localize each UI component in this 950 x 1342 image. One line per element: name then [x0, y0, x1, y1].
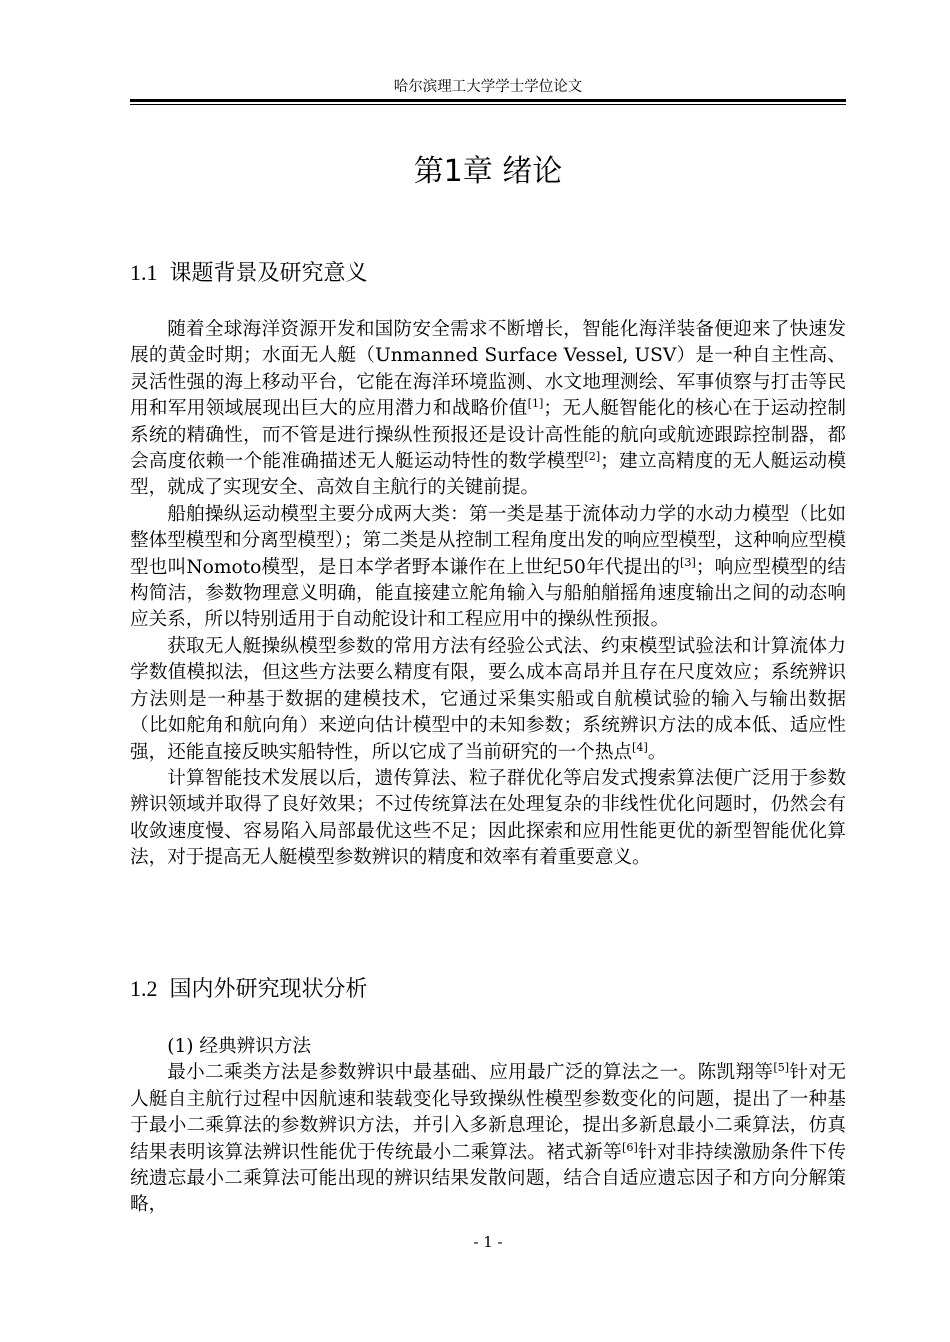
citation: [6]	[622, 1140, 638, 1154]
header-rule-thick	[130, 99, 846, 102]
paragraph: 最小二乘类方法是参数辨识中最基础、应用最广泛的算法之一。陈凯翔等[5]针对无人艇自主航行过程中因航速和装载变化导致操纵性模型参数变化的问题，提出了一种基于最小二乘算法的参数辨识方法，并引入多新息理论，提出多新息最小二乘算法，仿真结果表明该算法辨识性能优于传统最小二乘算法。褚式新等[6]针对非持续激励条件下传统遗忘最小二乘算法可能出现的辨识结果发散问题，结合自适应遗忘因子和方向分解策略，	[130, 1061, 846, 1216]
citation: [2]	[584, 449, 601, 463]
section-1-2-body	[130, 1034, 846, 1219]
running-header: 哈尔滨理工大学学士学位论文	[393, 79, 583, 95]
section-heading-1-2	[130, 974, 846, 1005]
section-heading-1-1	[130, 258, 846, 289]
paragraph: 计算智能技术发展以后，遗传算法、粒子群优化等启发式搜索算法便广泛用于参数辨识领域并取得了良好效果；不过传统算法在处理复杂的非线性优化问题时，仍然会有收敛速度慢、容易陷入局部最优这些不足；因此探索和应用性能更优的新型智能优化算法，对于提高无人艇模型参数辨识的精度和效率有着重要意义。	[130, 767, 846, 869]
citation: [4]	[632, 740, 648, 754]
section-number: 1.2	[130, 976, 158, 1001]
paragraph: 随着全球海洋资源开发和国防安全需求不断增长，智能化海洋装备便迎来了快速发展的黄金时期；水面无人艇（Unmanned Surface Vessel, USV）是一种自主性高、灵活性强的海上移动平台，它能在海洋环境监测、水文地理测绘、军事侦察与打击等民用和军用领域展现出巨大的应用潜力和战略价值[1]；无人艇智能化的核心在于运动控制系统的精确性，而不管是进行操纵性预报还是设计高性能的航向或航迹跟踪控制器，都会高度依赖一个能准确描述无人艇运动特性的数学模型[2]；建立高精度的无人艇运动模型，就成了实现安全、高效自主航行的关键前提。	[130, 319, 846, 499]
page-number: - 1 -	[473, 1233, 503, 1251]
citation: [5]	[773, 1061, 790, 1075]
subheading: (1) 经典辨识方法	[167, 1036, 311, 1057]
paragraph: 获取无人艇操纵模型参数的常用方法有经验公式法、约束模型试验法和计算流体力学数值模拟法，但这些方法要么精度有限，要么成本高昂并且存在尺度效应；系统辨识方法则是一种基于数据的建模技术，它通过采集实船或自航模试验的输入与输出数据（比如舵角和航向角）来逆向估计模型中的未知参数；系统辨识方法的成本低、适应性强，还能直接反映实船特性，所以它成了当前研究的一个热点[4]。	[130, 635, 846, 763]
section-title-text: 课题背景及研究意义	[169, 261, 368, 286]
header-rule-thin	[130, 104, 846, 105]
chapter-title: 第1章 绪论	[413, 154, 563, 189]
section-number: 1.1	[130, 260, 158, 285]
section-1-1-body	[130, 317, 846, 872]
paragraph: 船舶操纵运动模型主要分成两大类：第一类是基于流体动力学的水动力模型（比如整体型模型和分离型模型）；第二类是从控制工程角度出发的响应型模型，这种响应型模型也叫Nomoto模型，是日本学者野本谦作在上世纪50年代提出的[3]；响应型模型的结构简洁，参数物理意义明确，能直接建立舵角输入与船舶艏摇角速度输出之间的动态响应关系，所以特别适用于自动舵设计和工程应用中的操纵性预报。	[130, 503, 846, 631]
citation: [1]	[527, 397, 544, 411]
citation: [3]	[680, 555, 696, 569]
section-title-text: 国内外研究现状分析	[169, 977, 368, 1002]
